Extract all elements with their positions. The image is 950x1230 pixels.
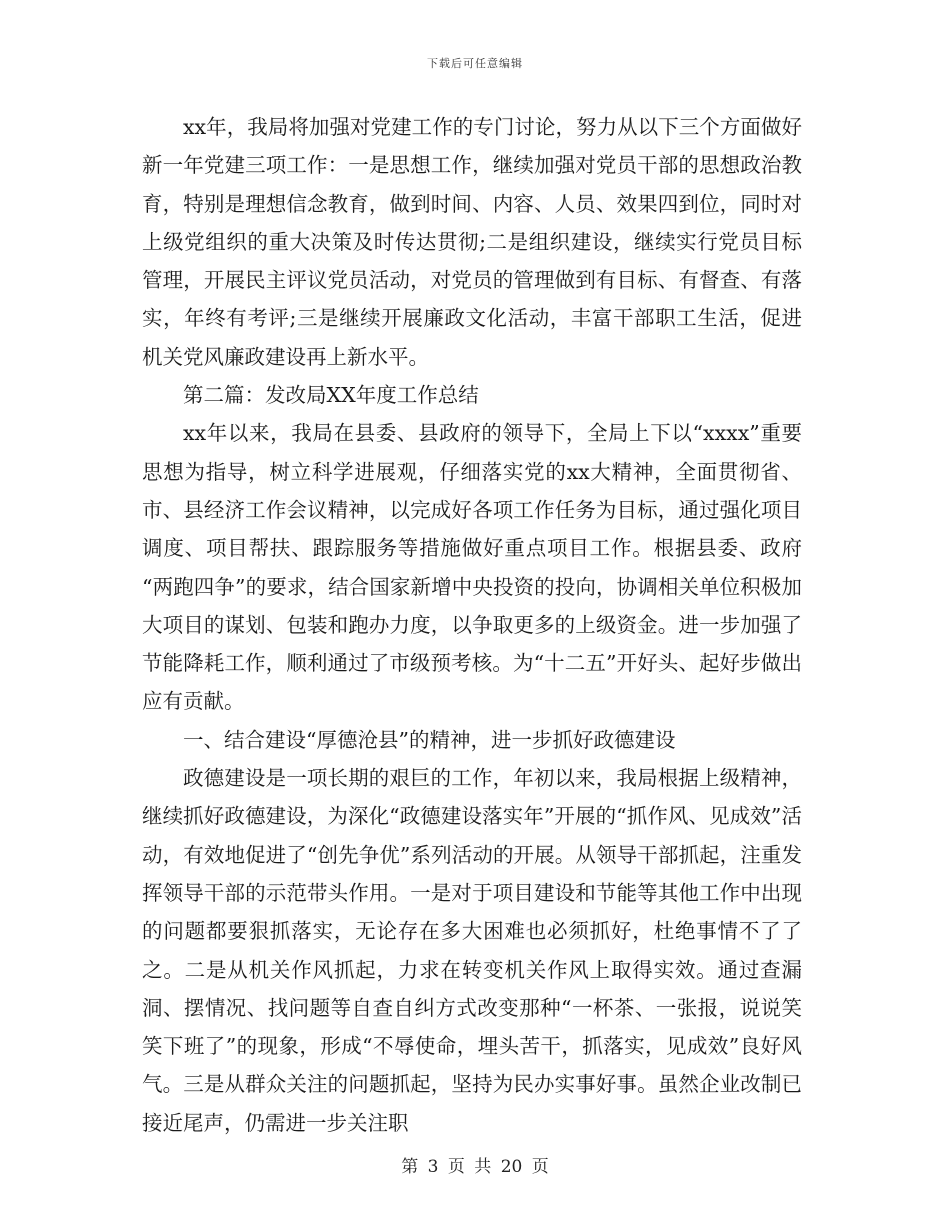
document-body: [142, 108, 802, 1142]
paragraph-annual-summary: xx年以来，我局在县委、县政府的领导下，全局上下以“xxxx”重要思想为指导，树立科学进展观，仔细落实党的xx大精神，全面贯彻省、市、县经济工作会议精神，以完成好各项工作任务为目标，通过强化项目调度、项目帮扶、跟踪服务等措施做好重点项目工作。根据县委、政府 “两跑四争”的要求，结合国家新增中央投资的投向，协调相关单位积极加大项目的谋划、包装和跑办力度，以争取更多的上级资金。进一步加强了节能降耗工作，顺利通过了市级预考核。为“十二五”开好头、起好步做出应有贡献。: [142, 421, 802, 714]
paragraph-party-building: xx年，我局将加强对党建工作的专门讨论，努力从以下三个方面做好新一年党建三项工作：一是思想工作，继续加强对党员干部的思想政治教育，特别是理想信念教育，做到时间、内容、人员、效果四到位，同时对上级党组织的重大决策及时传达贯彻;二是组织建设，继续实行党员目标管理，开展民主评议党员活动，对党员的管理做到有目标、有督查、有落实，年终有考评;三是继续开展廉政文化活动，丰富干部职工生活，促进机关党风廉政建设再上新水平。: [142, 115, 802, 369]
section-title-second-part: 第二篇：发改局XX年度工作总结: [183, 383, 479, 408]
page-number-footer: 第 3 页 共 20 页: [401, 1157, 549, 1177]
paragraph-integrity-building: 政德建设是一项长期的艰巨的工作，年初以来，我局根据上级精神，继续抓好政德建设，为深化“政德建设落实年”开展的“抓作风、见成效”活动，有效地促进了“创先争优”系列活动的开展。从领导干部抓起，注重发挥领导干部的示范带头作用。一是对于项目建设和节能等其他工作中出现的问题都要狠抓落实，无论存在多大困难也必须抓好，杜绝事情不了了之。二是从机关作风抓起，力求在转变机关作风上取得实效。通过查漏洞、摆情况、找问题等自查自纠方式改变那种“一杯茶、一张报，说说笑笑下班了”的现象，形成“不辱使命，埋头苦干，抓落实，见成效”良好风气。三是从群众关注的问题抓起，坚持为民办实事好事。虽然企业改制已接近尾声，仍需进一步关注职: [142, 766, 802, 1135]
heading-integrity-building: 一、结合建设“厚德沧县”的精神，进一步抓好政德建设: [183, 727, 676, 752]
page-header: 下载后可任意编辑: [427, 57, 523, 70]
